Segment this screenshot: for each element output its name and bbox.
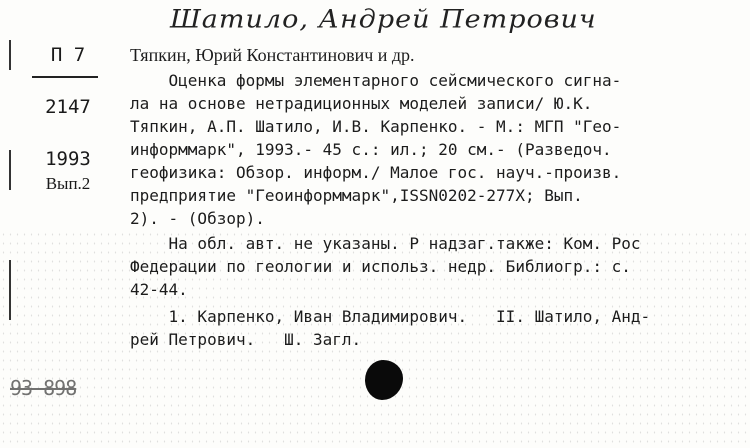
accession-stamp: 93-898 [10, 376, 77, 400]
entry-line: ла на основе нетрадиционных моделей записи/ Ю.К. [130, 94, 593, 113]
note-line: На обл. авт. не указаны. Р надзаг.также: Ком. Рос [130, 234, 641, 253]
entry-line: 2). - (Обзор). [130, 209, 265, 228]
margin-mark [9, 150, 11, 190]
entry-line: Оценка формы элементарного сейсмического сигна- [130, 71, 622, 90]
item-number: 2147 [45, 96, 91, 118]
publication-year: 1993 [45, 148, 91, 170]
note-line: 42-44. [130, 280, 188, 299]
margin-mark [9, 40, 11, 70]
entry-line: предприятие "Геоинформмарк",ISSN0202-277X; Вып. [130, 186, 583, 205]
tracing-line: 1. Карпенко, Иван Владимирович. II. Шатило, Анд- [130, 307, 651, 326]
entry-line: информмарк", 1993.- 45 с.: ил.; 20 см.- (Разведоч. [130, 140, 612, 159]
note-line: Федерации по геологии и использ. недр. Библиогр.: с. [130, 257, 631, 276]
handwritten-heading: Шатило, Андрей Петрович [170, 4, 597, 35]
issue-number: Вып.2 [45, 174, 91, 193]
entry-line: Тяпкин, А.П. Шатило, И.В. Карпенко. - М.: МГП "Гео- [130, 117, 622, 136]
margin-mark [9, 260, 11, 320]
author-line: Тяпкин, Юрий Константинович и др. [130, 45, 415, 65]
entry-line: геофизика: Обзор. информ./ Малое гос. науч.-произв. [130, 163, 622, 182]
tracing-line: рей Петрович. Ш. Загл. [130, 330, 362, 349]
call-number-divider [32, 76, 98, 78]
shelf-mark: П 7 [50, 44, 86, 66]
